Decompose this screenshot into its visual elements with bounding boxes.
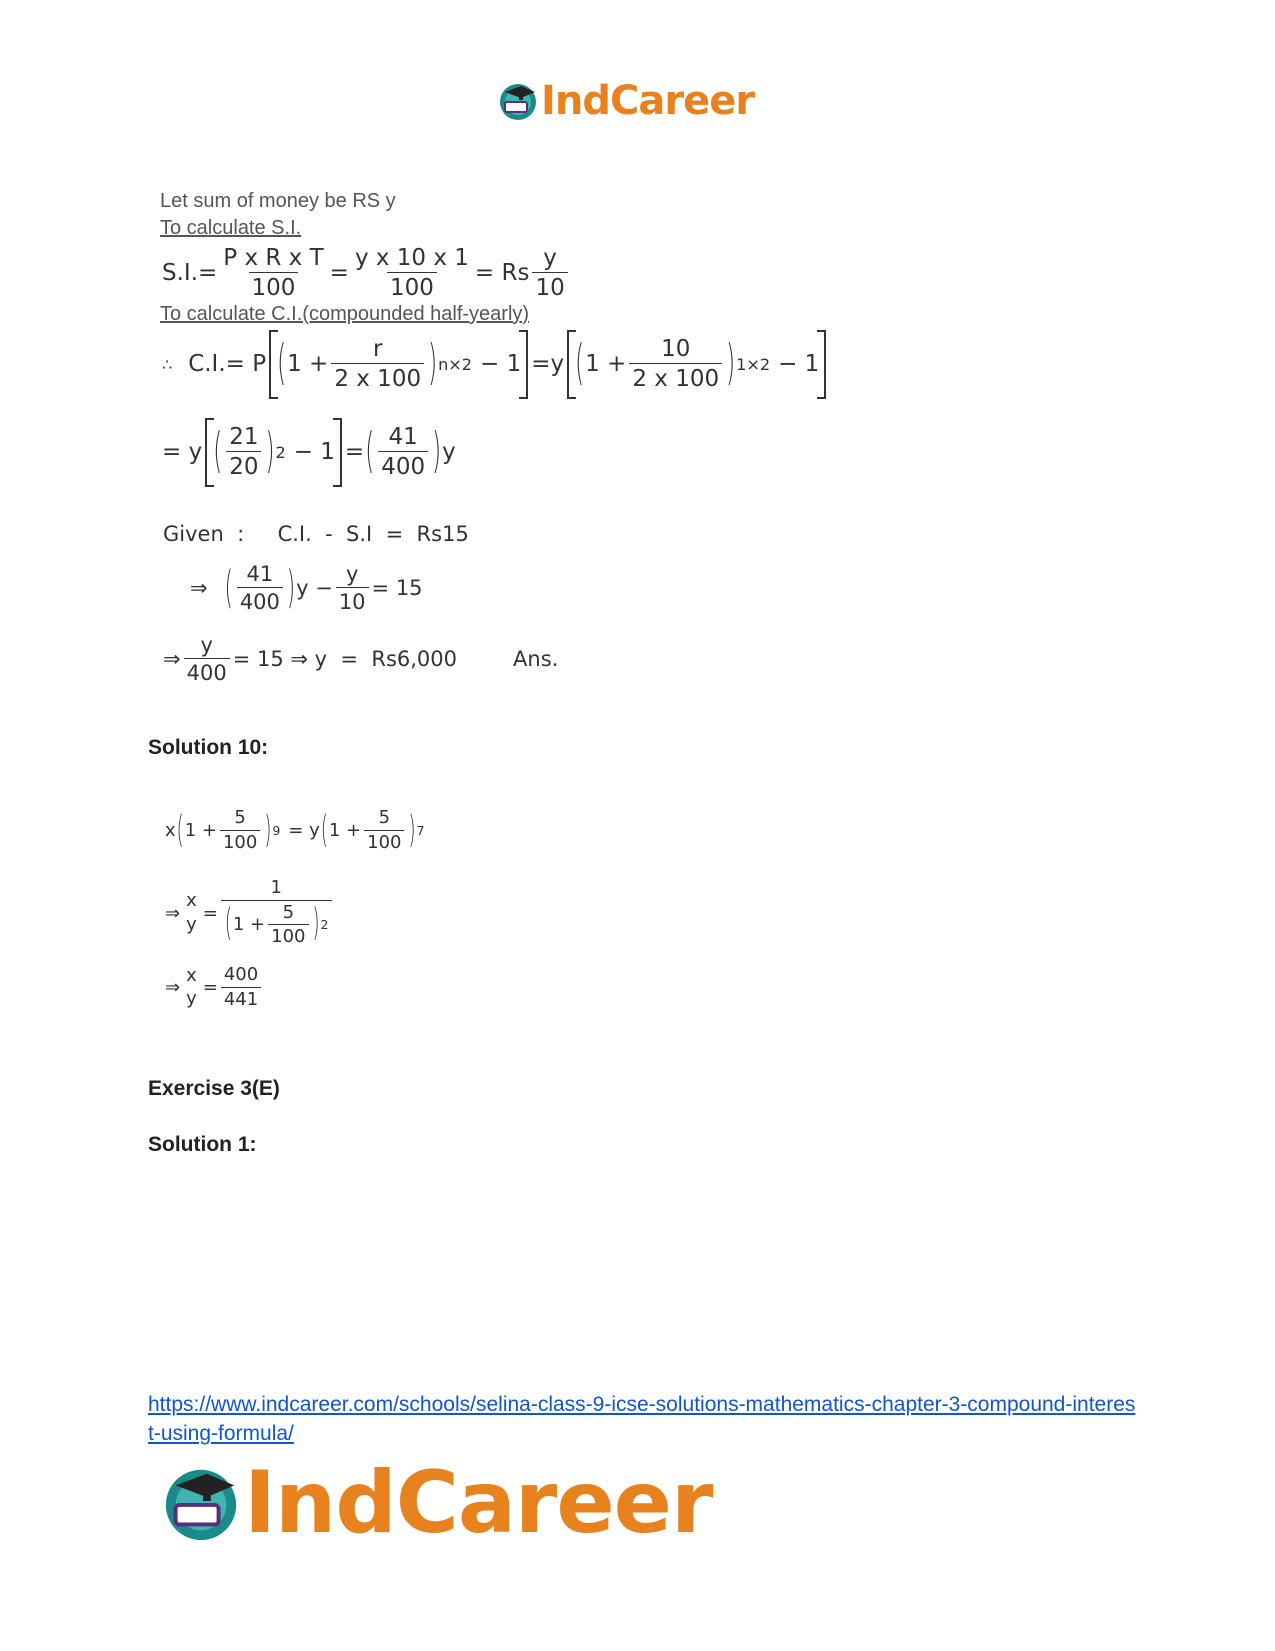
minus-one: − 1	[293, 439, 335, 466]
rate-fraction	[331, 336, 424, 393]
numerator: r	[372, 336, 383, 362]
numerator: 21	[229, 424, 259, 450]
numerator: 1	[270, 877, 282, 898]
given-line: Given : C.I. - S.I = Rs15	[163, 522, 469, 546]
fraction-y-10	[336, 562, 369, 614]
numerator: P x R x T	[223, 245, 324, 271]
numerator: 10	[661, 336, 691, 362]
one-plus: 1 +	[328, 820, 362, 842]
denominator: 400	[378, 451, 428, 480]
equals: =	[202, 902, 218, 924]
equals: =	[344, 439, 365, 466]
exponent: 2	[320, 917, 329, 933]
exercise-heading: Exercise 3(E)	[148, 1077, 280, 1100]
ci2-lhs: = y	[162, 439, 203, 466]
given-equation: ⇒ ( $\frac{41}{400}$ ) y − $\frac{y}{10}$ = 15	[190, 562, 423, 615]
equals-y: = y	[288, 820, 320, 842]
one-plus: 1 +	[232, 914, 266, 936]
final-rhs: = 15 ⇒ y = Rs6,000	[232, 647, 458, 672]
one-plus: 1 +	[184, 820, 217, 842]
exponent: 9	[272, 823, 281, 839]
fraction-5-100	[220, 808, 260, 853]
implies-symbol: ⇒	[190, 576, 208, 601]
denominator: 2 x 100	[629, 363, 722, 392]
sol10-line-3	[165, 965, 264, 1010]
numerator: y	[543, 245, 557, 271]
denominator: 441	[221, 987, 261, 1011]
fraction-41-400	[378, 424, 428, 481]
implies-symbol: ⇒	[165, 902, 181, 924]
numerator: y	[200, 633, 213, 657]
ci-heading: To calculate C.I.(compounded half-yearly)	[160, 303, 530, 325]
numerator: 41	[388, 424, 418, 450]
denominator: 400	[184, 658, 230, 685]
denominator: 2 x 100	[331, 363, 424, 392]
therefore-symbol: ∴	[162, 354, 173, 374]
intro-line: Let sum of money be RS y	[160, 190, 396, 212]
numerator: 5	[234, 807, 246, 828]
bracket-group-2: ( 1 + $\frac{10}{2 x 100}$ ) 1×2 − 1	[567, 330, 826, 399]
brand-name: IndCareer	[244, 1453, 713, 1553]
sol10-line-2	[165, 878, 335, 948]
numerator: 5	[282, 901, 295, 923]
minus-one: − 1	[480, 351, 522, 378]
fraction-y-400	[184, 633, 230, 685]
denominator: 100	[387, 272, 437, 301]
numerator: y	[345, 562, 359, 586]
denominator: y	[186, 988, 197, 1010]
equals-15: = 15	[371, 576, 423, 601]
implies-symbol: ⇒	[165, 977, 181, 999]
answer-label: Ans.	[513, 647, 559, 672]
brand-name: IndCareer	[541, 78, 755, 124]
si-fraction-1	[220, 245, 326, 302]
numerator: x	[186, 964, 197, 986]
exponent: n×2	[438, 354, 473, 374]
denominator: 400	[237, 587, 283, 614]
graduation-cap-globe-icon	[497, 80, 539, 122]
fraction-21-20	[226, 424, 261, 481]
final-equation	[163, 633, 558, 685]
denominator: ( 1 + $\frac{5}{100}$ ) 2	[221, 900, 332, 948]
implies-symbol: ⇒	[163, 647, 181, 672]
numerator: 41	[246, 562, 274, 586]
denominator: y	[186, 913, 197, 935]
ci-formula	[162, 330, 829, 399]
ci-lhs: C.I.= P	[188, 351, 267, 378]
numerator: y x 10 x 1	[354, 245, 469, 271]
graduation-cap-globe-icon	[160, 1462, 242, 1544]
solution-1-heading: Solution 1:	[148, 1133, 257, 1156]
bracket-group-1: ( 1 + $\frac{r}{2 x 100}$ ) n×2 − 1	[269, 330, 528, 399]
exponent: 1×2	[736, 354, 771, 374]
fraction-x-y	[183, 966, 200, 1010]
one-plus: 1 +	[287, 351, 329, 378]
denominator: 100	[268, 924, 308, 948]
si-fraction-2	[352, 245, 472, 302]
minus-one: − 1	[778, 351, 820, 378]
fraction-5-100	[268, 903, 308, 948]
numerator: 5	[378, 807, 391, 828]
exponent: 7	[416, 823, 425, 839]
si-heading: To calculate S.I.	[160, 217, 302, 239]
x-var: x	[165, 820, 176, 842]
y-var: y	[442, 439, 456, 466]
rate-fraction	[629, 336, 722, 393]
denominator: 10	[532, 272, 567, 301]
numerator: x	[186, 889, 197, 911]
equals: =	[329, 260, 349, 287]
si-formula	[162, 245, 571, 302]
si-fraction-3	[532, 245, 567, 302]
denominator: 100	[220, 830, 260, 854]
solution-10-heading: Solution 10:	[148, 736, 269, 759]
numerator: 400	[223, 964, 259, 985]
fraction-400-441	[221, 965, 261, 1010]
si-lhs: S.I.=	[162, 260, 218, 287]
denominator: 100	[249, 272, 299, 301]
exponent: 2	[275, 442, 286, 462]
one-plus: 1 +	[585, 351, 627, 378]
fraction-5-100	[364, 808, 404, 853]
fraction-41-400	[237, 562, 283, 614]
equals-y: =y	[531, 351, 565, 378]
equals: =	[202, 977, 218, 999]
reciprocal-fraction	[221, 878, 332, 948]
ci-formula-2: = y ( $\frac{21}{20}$ ) 2 − 1 = ( $\frac{41}{400}$ ) y	[162, 418, 456, 487]
fraction-x-y	[183, 891, 200, 935]
sol10-line-1: x ( 1 + $\frac{5}{100}$ ) 9 = y ( 1 + $\frac{5}{100}$ ) 7	[165, 807, 425, 853]
denominator: 20	[226, 451, 261, 480]
denominator: 100	[364, 830, 404, 854]
bracket-group-3: ( $\frac{21}{20}$ ) 2 − 1	[205, 418, 342, 487]
bottom-logo	[160, 1453, 713, 1553]
rs-label: = Rs	[474, 260, 530, 287]
source-link[interactable]: https://www.indcareer.com/schools/selina-class-9-icse-solutions-mathematics-chapter-3-compound-interest-using-formula/	[148, 1393, 1136, 1445]
top-logo	[497, 80, 754, 122]
y-minus: y −	[296, 576, 333, 601]
denominator: 10	[336, 587, 369, 614]
